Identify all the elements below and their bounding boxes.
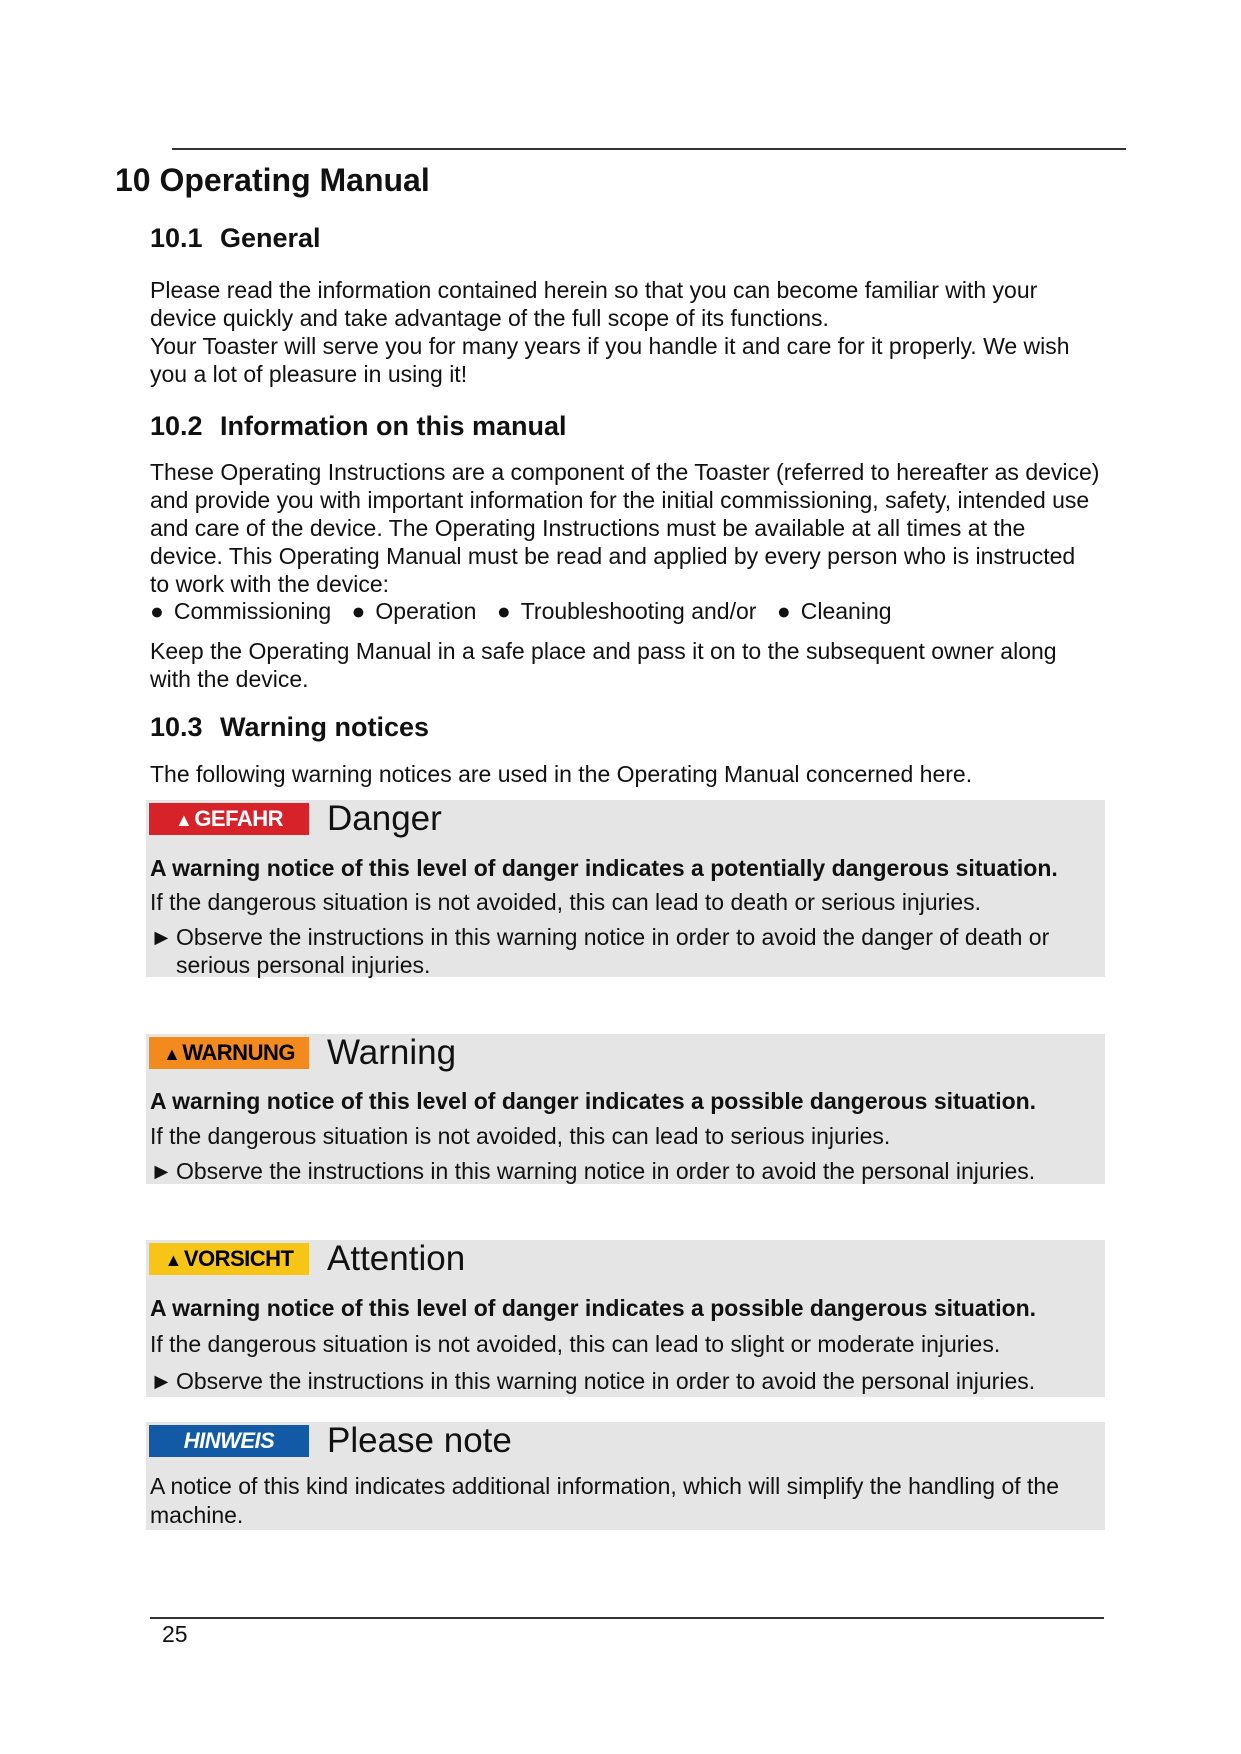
section-number: 10.3 [150,712,203,742]
notice-bold-text: A warning notice of this level of danger indicates a potentially dangerous situation. [150,855,1058,881]
instruction-line: Observe the instructions in this warning notice in order to avoid the personal injuries. [176,1158,1036,1184]
section-heading-warning-notices [150,712,429,743]
notice-text: A notice of this kind indicates additional information, which will simplify the handling of the machine. [150,1473,1059,1528]
danger-notice-box [146,800,1105,977]
chapter-title: 10 Operating Manual [115,162,430,198]
section-title: Information on this manual [220,411,567,441]
badge-label: HINWEIS [183,1428,275,1453]
instruction-line: Observe the instructions in this warning notice in order to avoid the danger of death or [176,924,1050,950]
list-item [352,597,477,625]
instruction-line: Observe the instructions in this warning notice in order to avoid the personal injuries. [176,1368,1036,1394]
notice-instruction [150,1157,1090,1185]
notice-text: If the dangerous situation is not avoided, this can lead to death or serious injuries. [150,889,982,915]
list-item [497,597,757,625]
warning-triangle-icon: ▲ [174,810,193,830]
section-heading-manual-info [150,411,567,442]
notice-title: Danger [327,799,442,838]
arrow-right-icon: ► [150,1368,173,1394]
general-text [150,276,1100,388]
caution-badge [149,1243,309,1275]
warning-triangle-icon: ▲ [163,1044,181,1064]
warning-badge [149,1037,309,1069]
note-badge [149,1425,309,1457]
notice-bold-text: A warning notice of this level of danger indicates a possible dangerous situation. [150,1295,1037,1321]
section-number: 10.2 [150,411,203,441]
caution-notice-box [146,1240,1105,1397]
list-item-label: Troubleshooting and/or [520,598,757,624]
notice-text: If the dangerous situation is not avoided, this can lead to slight or moderate injuries. [150,1331,1001,1357]
notice-text: If the dangerous situation is not avoided, this can lead to serious injuries. [150,1123,891,1149]
section-number: 10.1 [150,223,203,253]
warning-intro: The following warning notices are used in the Operating Manual concerned here. [150,761,973,787]
bullet-list [150,597,906,625]
footer-rule [150,1617,1104,1619]
bullet-icon: ● [150,598,164,624]
section-title: Warning notices [220,712,430,742]
list-item-label: Commissioning [173,598,332,624]
warning-triangle-icon: ▲ [164,1250,182,1270]
general-paragraph-1: Please read the information contained herein so that you can become familiar with your device quickly and take advantage of the full scope of its functions. [150,277,1038,331]
danger-badge [149,803,309,835]
notice-bold-text: A warning notice of this level of danger indicates a possible dangerous situation. [150,1088,1037,1114]
list-item [777,597,892,625]
list-item-label: Operation [375,598,477,624]
header-rule [172,148,1126,150]
instruction-line: serious personal injuries. [176,952,431,978]
bullet-icon: ● [351,598,366,624]
warning-notice-box [146,1034,1105,1184]
manual-info-paragraph-1: These Operating Instructions are a component of the Toaster (referred to hereafter as device) and provide you with important information for the initial commissioning, safety, intended use and care of the device. The Operating Instructions must be available at all times at the device. This Operating Manual must be read and applied by every person who is instructed to work with the device: [150,459,1100,597]
bullet-icon: ● [496,598,511,624]
section-title: General [220,223,321,253]
notice-title: Warning [327,1033,457,1072]
badge-label: VORSICHT [183,1246,294,1271]
section-heading-general [150,223,321,254]
arrow-right-icon: ► [150,924,173,950]
notice-title: Attention [327,1239,466,1278]
notice-title: Please note [327,1421,512,1460]
note-notice-box [146,1422,1105,1530]
notice-instruction [150,1367,1090,1395]
manual-info-paragraph-2: Keep the Operating Manual in a safe place and pass it on to the subsequent owner along with the device. [150,638,1057,692]
notice-instruction [150,923,1090,979]
list-item-label: Cleaning [800,598,892,624]
general-paragraph-2: Your Toaster will serve you for many years if you handle it and care for it properly. We wish you a lot of pleasure in using it! [150,333,1070,387]
badge-label: GEFAHR [194,806,283,831]
bullet-icon: ● [776,598,791,624]
page-number: 25 [162,1621,188,1647]
list-item [150,597,331,625]
badge-label: WARNUNG [182,1040,295,1065]
arrow-right-icon: ► [150,1158,173,1184]
